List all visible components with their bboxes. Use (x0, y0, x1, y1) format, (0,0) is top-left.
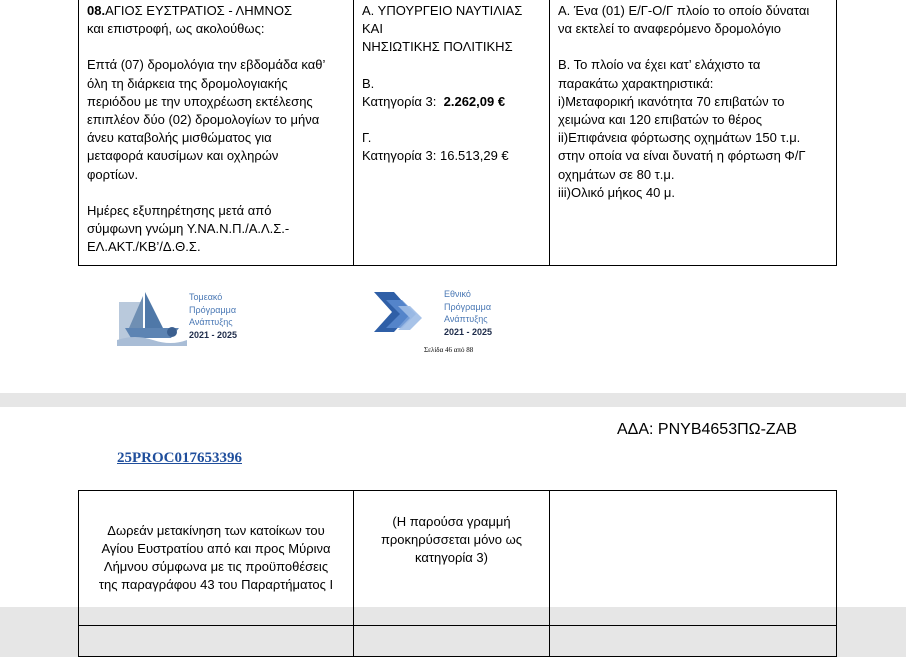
section-b-label: Β. (362, 75, 375, 91)
authority-cell (354, 0, 550, 266)
routes-table (78, 0, 837, 266)
document-page-47 (0, 407, 906, 607)
vessel-line: Α. Ένα (01) Ε/Γ-Ο/Γ πλοίο το οποίο δύναται (558, 3, 810, 18)
national-logo-text: Εθνικό Πρόγραμμα Ανάπτυξης 2021 - 2025 (444, 289, 493, 337)
vessel-line: οχημάτων σε 80 τ.μ. (558, 166, 675, 182)
proc-link[interactable]: 25PROC017653396 (117, 450, 242, 466)
route-description: Επτά (07) δρομολόγια την εβδομάδα καθ’ όλη τη διάρκεια της δρομολογιακής περιόδου με την υποχρέωση εκτέλεσης επιπλέον δύο (02) δρομολογίων το μήνα άνευ καταβολής μισθώματος για μεταφορά καυσίμων και οχληρών φορτίων. (87, 57, 326, 182)
section-g-label: Γ. (362, 130, 372, 146)
route-subtitle: και επιστροφή, ως ακολούθως: (87, 21, 265, 37)
empty-cell (550, 626, 837, 657)
vessel-line: να εκτελεί το αναφερόμενο δρομολόγιο (558, 21, 781, 37)
table-row (79, 491, 837, 626)
vessel-line: ii)Επιφάνεια φόρτωσης οχημάτων 150 τ.μ. (558, 130, 801, 146)
empty-cell (79, 626, 354, 657)
vessel-line: iii)Ολικό μήκος 40 μ. (558, 184, 676, 200)
vessel-line: παρακάτω χαρακτηριστικά: (558, 75, 714, 91)
vessel-line: Β. Το πλοίο να έχει κατ’ ελάχιστο τα (558, 57, 761, 73)
sectoral-logo-text: Τομεακό Πρόγραμμα Ανάπτυξης 2021 - 2025 (189, 292, 238, 340)
chevron-arrows-icon (372, 286, 436, 338)
authority-name-line1: Α. ΥΠΟΥΡΓΕΙΟ ΝΑΥΤΙΛΙΑΣ ΚΑΙ (362, 3, 523, 37)
routes-table-continued (78, 490, 837, 657)
category-note-cell: (Η παρούσα γραμμή προκηρύσσεται μόνο ως κατηγορία 3) (354, 491, 550, 626)
vessel-cell (550, 0, 837, 266)
category-3-amount-b: Κατηγορία 3: 2.262,09 € (362, 93, 506, 109)
service-days: Ημέρες εξυπηρέτησης μετά από σύμφωνη γνώμη Υ.ΝΑ.Ν.Π./Α.Λ.Σ.- ΕΛ.ΑΚΤ./ΚΒ’/Δ.Θ.Σ. (87, 202, 290, 255)
empty-cell (354, 626, 550, 657)
sectoral-program-logo (117, 288, 257, 348)
vessel-line: χειμώνα και 120 επιβατών το θέρος (558, 112, 763, 128)
vessel-line: στην οποία να είναι δυνατή η φόρτωση Φ/Γ (558, 148, 806, 164)
category-3-amount-g: Κατηγορία 3: 16.513,29 € (362, 148, 509, 164)
page-number: Σελίδα 46 από 88 (424, 346, 474, 354)
ada-code: ΑΔΑ: ΡΝΥΒ4653ΠΩ-ΖΑΒ (617, 421, 798, 438)
table-row (79, 0, 837, 266)
empty-cell (550, 491, 837, 626)
table-row (79, 626, 837, 657)
vessel-line: i)Μεταφορική ικανότητα 70 επιβατών το (558, 93, 785, 109)
route-cell (79, 0, 354, 266)
ship-emblem-icon (117, 288, 187, 346)
authority-name-line2: ΝΗΣΙΩΤΙΚΗΣ ΠΟΛΙΤΙΚΗΣ (362, 39, 513, 55)
free-transport-cell: Δωρεάν μετακίνηση των κατοίκων του Αγίου Ευστρατίου από και προς Μύρινα Λήμνου σύμφωνα με τις προϋποθέσεις της παραγράφου 43 του Παραρτήματος Ι (79, 491, 354, 626)
route-title: 08.ΑΓΙΟΣ ΕΥΣΤΡΑΤΙΟΣ - ΛΗΜΝΟΣ (87, 3, 292, 18)
